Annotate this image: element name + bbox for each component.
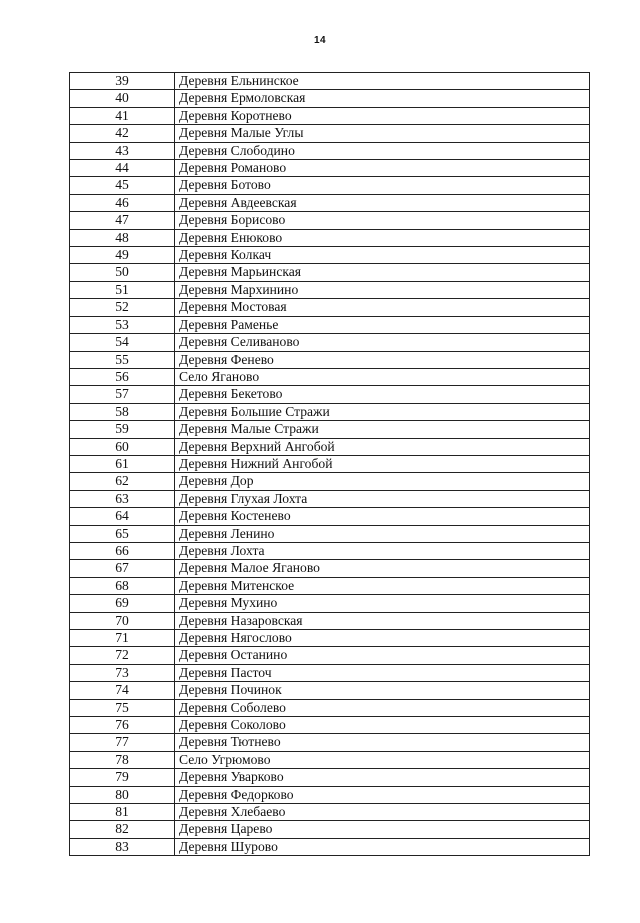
row-number-cell: 52 (70, 299, 175, 316)
settlement-name-cell: Деревня Большие Стражи (175, 403, 590, 420)
table-row (70, 160, 590, 177)
table-row (70, 455, 590, 472)
settlement-name-cell: Деревня Останино (175, 647, 590, 664)
row-number-cell: 60 (70, 438, 175, 455)
settlement-name-cell: Село Яганово (175, 368, 590, 385)
row-number-cell: 64 (70, 508, 175, 525)
settlement-name-cell: Деревня Марьинская (175, 264, 590, 281)
settlement-name-cell: Деревня Ельнинское (175, 73, 590, 90)
row-number-cell: 39 (70, 73, 175, 90)
row-number-cell: 80 (70, 786, 175, 803)
table-row (70, 177, 590, 194)
settlement-name-cell: Деревня Ленино (175, 525, 590, 542)
settlement-name-cell: Деревня Уварково (175, 769, 590, 786)
row-number-cell: 77 (70, 734, 175, 751)
settlement-name-cell: Деревня Хлебаево (175, 804, 590, 821)
row-number-cell: 45 (70, 177, 175, 194)
row-number-cell: 68 (70, 577, 175, 594)
row-number-cell: 69 (70, 595, 175, 612)
settlement-name-cell: Деревня Митенское (175, 577, 590, 594)
table-row (70, 821, 590, 838)
table-row (70, 473, 590, 490)
row-number-cell: 62 (70, 473, 175, 490)
table-row (70, 647, 590, 664)
settlement-name-cell: Деревня Костенево (175, 508, 590, 525)
settlement-name-cell: Деревня Малое Яганово (175, 560, 590, 577)
settlement-name-cell: Деревня Назаровская (175, 612, 590, 629)
row-number-cell: 47 (70, 212, 175, 229)
settlement-name-cell: Деревня Мухино (175, 595, 590, 612)
settlement-name-cell: Деревня Борисово (175, 212, 590, 229)
row-number-cell: 56 (70, 368, 175, 385)
row-number-cell: 66 (70, 542, 175, 559)
settlement-name-cell: Деревня Нягослово (175, 630, 590, 647)
row-number-cell: 83 (70, 838, 175, 855)
row-number-cell: 63 (70, 490, 175, 507)
row-number-cell: 72 (70, 647, 175, 664)
table-row (70, 212, 590, 229)
settlement-name-cell: Деревня Глухая Лохта (175, 490, 590, 507)
settlement-name-cell: Деревня Лохта (175, 542, 590, 559)
table-row (70, 247, 590, 264)
row-number-cell: 44 (70, 160, 175, 177)
row-number-cell: 73 (70, 664, 175, 681)
settlement-name-cell: Деревня Тютнево (175, 734, 590, 751)
row-number-cell: 70 (70, 612, 175, 629)
table-row (70, 142, 590, 159)
settlement-name-cell: Деревня Починок (175, 682, 590, 699)
row-number-cell: 78 (70, 751, 175, 768)
table-row (70, 595, 590, 612)
row-number-cell: 40 (70, 90, 175, 107)
row-number-cell: 51 (70, 281, 175, 298)
row-number-cell: 75 (70, 699, 175, 716)
settlement-name-cell: Деревня Соколово (175, 717, 590, 734)
row-number-cell: 41 (70, 107, 175, 124)
row-number-cell: 59 (70, 421, 175, 438)
row-number-cell: 57 (70, 386, 175, 403)
table-row (70, 699, 590, 716)
table-row (70, 194, 590, 211)
table-row (70, 490, 590, 507)
row-number-cell: 79 (70, 769, 175, 786)
table-row (70, 838, 590, 855)
settlement-name-cell: Деревня Малые Углы (175, 125, 590, 142)
row-number-cell: 61 (70, 455, 175, 472)
settlement-name-cell: Деревня Пасточ (175, 664, 590, 681)
settlements-table-body (70, 73, 590, 856)
settlement-name-cell: Деревня Верхний Ангобой (175, 438, 590, 455)
table-row (70, 125, 590, 142)
table-row (70, 438, 590, 455)
settlement-name-cell: Деревня Енюково (175, 229, 590, 246)
table-row (70, 525, 590, 542)
page-number: 14 (313, 35, 327, 46)
row-number-cell: 81 (70, 804, 175, 821)
table-row (70, 403, 590, 420)
row-number-cell: 50 (70, 264, 175, 281)
table-row (70, 386, 590, 403)
table-row (70, 264, 590, 281)
row-number-cell: 55 (70, 351, 175, 368)
table-row (70, 351, 590, 368)
table-row (70, 421, 590, 438)
table-row (70, 560, 590, 577)
settlement-name-cell: Деревня Ботово (175, 177, 590, 194)
settlement-name-cell: Деревня Бекетово (175, 386, 590, 403)
table-row (70, 734, 590, 751)
row-number-cell: 71 (70, 630, 175, 647)
settlement-name-cell: Деревня Коротнево (175, 107, 590, 124)
settlements-table-container (69, 72, 589, 856)
table-row (70, 368, 590, 385)
table-row (70, 786, 590, 803)
row-number-cell: 58 (70, 403, 175, 420)
settlement-name-cell: Деревня Раменье (175, 316, 590, 333)
row-number-cell: 49 (70, 247, 175, 264)
settlement-name-cell: Деревня Селиваново (175, 334, 590, 351)
settlement-name-cell: Деревня Федорково (175, 786, 590, 803)
table-row (70, 682, 590, 699)
row-number-cell: 67 (70, 560, 175, 577)
row-number-cell: 74 (70, 682, 175, 699)
table-row (70, 804, 590, 821)
settlement-name-cell: Деревня Шурово (175, 838, 590, 855)
table-row (70, 90, 590, 107)
row-number-cell: 46 (70, 194, 175, 211)
settlement-name-cell: Деревня Мостовая (175, 299, 590, 316)
settlement-name-cell: Деревня Дор (175, 473, 590, 490)
settlement-name-cell: Деревня Авдеевская (175, 194, 590, 211)
table-row (70, 508, 590, 525)
table-row (70, 769, 590, 786)
table-row (70, 107, 590, 124)
settlements-table (69, 72, 590, 856)
table-row (70, 73, 590, 90)
settlement-name-cell: Деревня Романово (175, 160, 590, 177)
table-row (70, 751, 590, 768)
table-row (70, 542, 590, 559)
table-row (70, 577, 590, 594)
row-number-cell: 48 (70, 229, 175, 246)
table-row (70, 316, 590, 333)
settlement-name-cell: Село Угрюмово (175, 751, 590, 768)
row-number-cell: 53 (70, 316, 175, 333)
settlement-name-cell: Деревня Колкач (175, 247, 590, 264)
table-row (70, 664, 590, 681)
table-row (70, 281, 590, 298)
settlement-name-cell: Деревня Нижний Ангобой (175, 455, 590, 472)
table-row (70, 630, 590, 647)
settlement-name-cell: Деревня Соболево (175, 699, 590, 716)
row-number-cell: 65 (70, 525, 175, 542)
settlement-name-cell: Деревня Мархинино (175, 281, 590, 298)
settlement-name-cell: Деревня Малые Стражи (175, 421, 590, 438)
table-row (70, 229, 590, 246)
settlement-name-cell: Деревня Фенево (175, 351, 590, 368)
row-number-cell: 43 (70, 142, 175, 159)
row-number-cell: 54 (70, 334, 175, 351)
row-number-cell: 82 (70, 821, 175, 838)
settlement-name-cell: Деревня Ермоловская (175, 90, 590, 107)
settlement-name-cell: Деревня Царево (175, 821, 590, 838)
row-number-cell: 76 (70, 717, 175, 734)
settlement-name-cell: Деревня Слободино (175, 142, 590, 159)
table-row (70, 612, 590, 629)
table-row (70, 334, 590, 351)
table-row (70, 299, 590, 316)
table-row (70, 717, 590, 734)
row-number-cell: 42 (70, 125, 175, 142)
